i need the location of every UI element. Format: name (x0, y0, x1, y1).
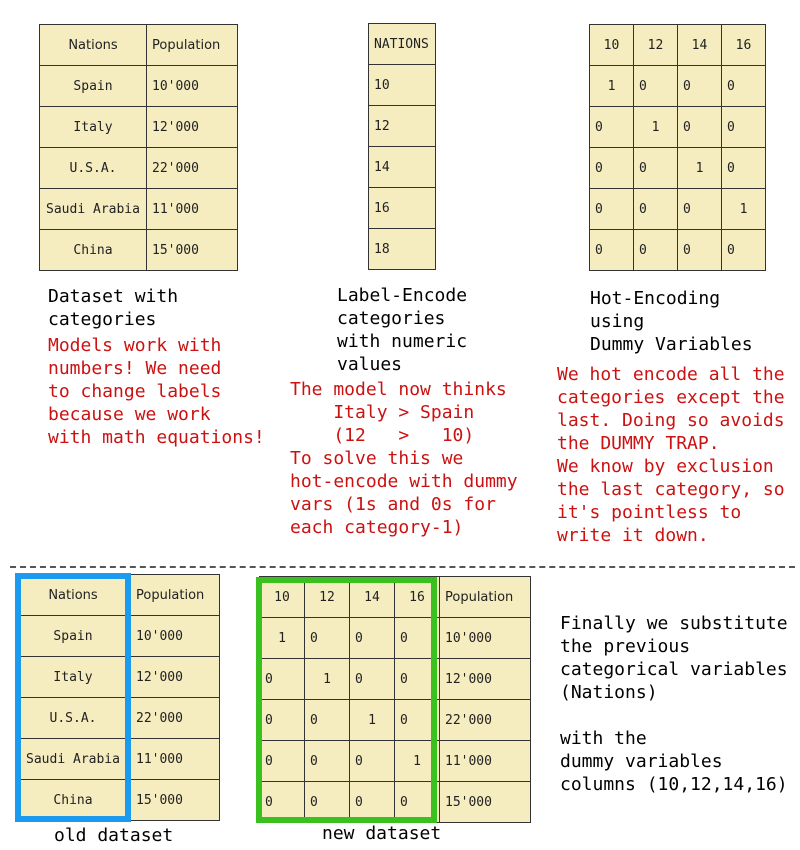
dummy-cell: 0 (634, 148, 678, 189)
table-row (40, 66, 238, 107)
table-row (590, 189, 766, 230)
population-cell: 12'000 (147, 107, 238, 148)
dummy-cell: 0 (350, 618, 395, 659)
dummy-cell: 0 (395, 618, 440, 659)
dummy-cell: 0 (350, 782, 395, 823)
old-dataset-label: old dataset (54, 825, 174, 846)
column-header-nations: NATIONS (369, 24, 436, 65)
dummy-column-header: 12 (305, 577, 350, 618)
dummy-cell: 0 (722, 66, 766, 107)
encoded-value-cell: 12 (369, 106, 436, 147)
table-row (40, 148, 238, 189)
dummy-cell: 0 (590, 189, 634, 230)
population-cell: 11'000 (147, 189, 238, 230)
nation-cell: Italy (40, 107, 147, 148)
table-row (369, 188, 436, 229)
table-header-row (40, 25, 238, 66)
dummy-cell: 0 (590, 148, 634, 189)
dummy-cell: 0 (260, 659, 305, 700)
encoded-value-cell: 10 (369, 65, 436, 106)
dummy-cell: 0 (678, 66, 722, 107)
dummy-cell: 0 (260, 782, 305, 823)
column-header-population: Population (131, 575, 220, 616)
table-row (590, 66, 766, 107)
dummy-cell: 0 (722, 107, 766, 148)
nation-cell: U.S.A. (16, 698, 131, 739)
dummy-cell: 1 (350, 700, 395, 741)
population-cell: 15'000 (147, 230, 238, 271)
dummy-variables-table (589, 24, 766, 271)
table-row (590, 148, 766, 189)
dummy-column-header: 16 (722, 25, 766, 66)
dummy-cell: 0 (395, 659, 440, 700)
column-header-nations: Nations (16, 575, 131, 616)
dummy-cell: 0 (305, 741, 350, 782)
hot-encoding-caption: Hot-Encoding using Dummy Variables (590, 288, 753, 355)
population-cell: 15'000 (131, 780, 220, 821)
dummy-cell: 1 (678, 148, 722, 189)
column-header-nations: Nations (40, 25, 147, 66)
population-cell: 22'000 (440, 700, 531, 741)
encoded-value-cell: 14 (369, 147, 436, 188)
dataset-caption: Dataset with categories (48, 286, 179, 330)
population-cell: 11'000 (131, 739, 220, 780)
dummy-cell: 0 (634, 66, 678, 107)
table-row (40, 107, 238, 148)
dummy-cell: 0 (722, 230, 766, 271)
table-row (369, 106, 436, 147)
dummy-trap-note: We hot encode all the categories except the last. Doing so avoids the DUMMY TRAP. We know by exclusion the last category, so it's pointless to write it down. (557, 364, 785, 546)
table-header-row (590, 25, 766, 66)
population-cell: 10'000 (131, 616, 220, 657)
dummy-column-header: 12 (634, 25, 678, 66)
dummy-cell: 0 (260, 741, 305, 782)
nation-cell: Saudi Arabia (40, 189, 147, 230)
table-header-row (369, 24, 436, 65)
section-divider (10, 566, 795, 568)
population-cell: 11'000 (440, 741, 531, 782)
dummy-cell: 0 (722, 148, 766, 189)
column-header-population: Population (147, 25, 238, 66)
dummy-cell: 0 (678, 230, 722, 271)
dummy-column-header: 10 (260, 577, 305, 618)
dataset-table (39, 24, 238, 271)
table-row (590, 107, 766, 148)
dummy-cell: 0 (305, 700, 350, 741)
encoded-value-cell: 16 (369, 188, 436, 229)
encoded-value-cell: 18 (369, 229, 436, 270)
dummy-cell: 0 (350, 741, 395, 782)
dummy-cell: 0 (395, 700, 440, 741)
nation-cell: Saudi Arabia (16, 739, 131, 780)
dummy-columns-highlight (256, 577, 437, 823)
dummy-cell: 1 (590, 66, 634, 107)
population-cell: 12'000 (440, 659, 531, 700)
dummy-cell: 1 (634, 107, 678, 148)
substitute-note: Finally we substitute the previous categorical variables (Nations) with the dummy variables columns (10,12,14,16) (560, 613, 788, 795)
old-categorical-column-highlight (15, 573, 131, 822)
population-cell: 22'000 (147, 148, 238, 189)
dataset-note: Models work with numbers! We need to change labels because we work with math equations! (48, 335, 265, 448)
dummy-cell: 0 (678, 189, 722, 230)
dummy-cell: 0 (260, 700, 305, 741)
dummy-cell: 0 (305, 618, 350, 659)
nation-cell: Spain (40, 66, 147, 107)
nation-cell: Italy (16, 657, 131, 698)
table-row (369, 229, 436, 270)
population-cell: 12'000 (131, 657, 220, 698)
dummy-cell: 0 (634, 189, 678, 230)
nation-cell: China (40, 230, 147, 271)
population-cell: 22'000 (131, 698, 220, 739)
dummy-cell: 1 (260, 618, 305, 659)
dummy-column-header: 16 (395, 577, 440, 618)
dummy-cell: 0 (590, 230, 634, 271)
table-row (369, 147, 436, 188)
label-encode-caption: Label-Encode categories with numeric values (337, 285, 468, 375)
label-encode-note: The model now thinks Italy > Spain (12 > 10) To solve this we hot-encode with dummy vars (1s and 0s for each category-1) (290, 379, 518, 538)
population-cell: 10'000 (147, 66, 238, 107)
label-encoded-table (368, 23, 436, 270)
new-dataset-label: new dataset (322, 823, 442, 844)
nation-cell: China (16, 780, 131, 821)
table-row (40, 189, 238, 230)
dummy-column-header: 14 (678, 25, 722, 66)
column-header-population: Population (440, 577, 531, 618)
table-row (590, 230, 766, 271)
dummy-cell: 0 (678, 107, 722, 148)
population-cell: 15'000 (440, 782, 531, 823)
dummy-cell: 1 (305, 659, 350, 700)
dummy-cell: 0 (634, 230, 678, 271)
dummy-cell: 0 (305, 782, 350, 823)
population-cell: 10'000 (440, 618, 531, 659)
dummy-cell: 0 (590, 107, 634, 148)
dummy-cell: 0 (395, 782, 440, 823)
table-row (40, 230, 238, 271)
nation-cell: Spain (16, 616, 131, 657)
dummy-cell: 0 (350, 659, 395, 700)
dummy-column-header: 14 (350, 577, 395, 618)
dummy-column-header: 10 (590, 25, 634, 66)
table-row (369, 65, 436, 106)
nation-cell: U.S.A. (40, 148, 147, 189)
dummy-cell: 1 (395, 741, 440, 782)
dummy-cell: 1 (722, 189, 766, 230)
